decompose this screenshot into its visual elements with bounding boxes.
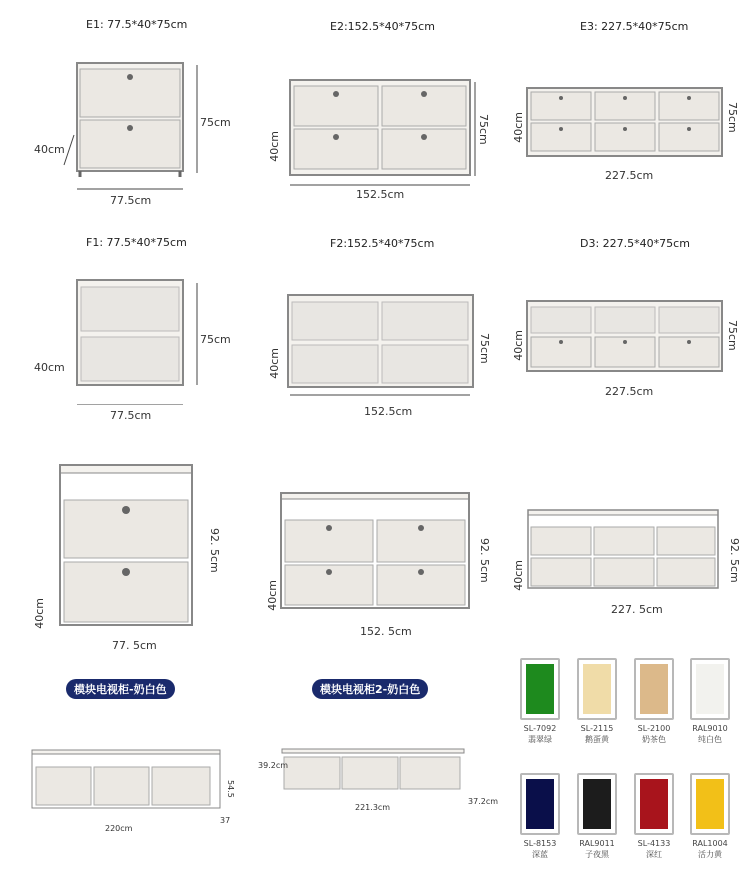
color-swatch-fill <box>640 779 668 829</box>
dim-width-d3: 227.5cm <box>605 385 654 398</box>
dim-height-tall-2: 92. 5cm <box>478 538 491 583</box>
dim-depth-f1: 40cm <box>34 361 65 374</box>
color-code: SL-2115 <box>580 724 614 733</box>
dim-depth-tall-1: 40cm <box>33 598 46 629</box>
cabinet-e3-illustration <box>515 80 730 165</box>
unit-title-e1: E1: 77.5*40*75cm <box>86 18 188 31</box>
color-swatch-label <box>624 838 684 860</box>
dim-width-e1: 77.5cm <box>110 194 152 207</box>
color-name: 深红 <box>646 850 662 859</box>
color-swatch[interactable] <box>577 658 617 720</box>
dim-width-e2: 152.5cm <box>356 188 405 201</box>
dim-width-tall-2: 152. 5cm <box>360 625 412 638</box>
color-code: SL-2100 <box>637 724 671 733</box>
tv-cabinet-2-badge: 模块电视柜2-奶白色 <box>312 679 428 699</box>
dim-height-e1: 75cm <box>200 116 231 129</box>
tv-cabinet-2-illustration <box>280 745 470 800</box>
color-swatch[interactable] <box>690 773 730 835</box>
cabinet-tall-1-illustration <box>40 460 220 640</box>
color-swatch-label <box>680 723 740 745</box>
unit-title-f2: F2:152.5*40*75cm <box>330 237 435 250</box>
color-swatch[interactable] <box>634 658 674 720</box>
cabinet-d3-illustration <box>515 295 730 380</box>
color-swatch-fill <box>696 664 724 714</box>
dim-height-tall-3: 92. 5cm <box>728 538 741 583</box>
color-name: 子夜黑 <box>585 850 609 859</box>
cabinet-tall-3-illustration <box>520 505 725 595</box>
color-code: SL-8153 <box>523 839 557 848</box>
tv-2-depth: 37.2cm <box>468 797 499 806</box>
dim-depth-d3: 40cm <box>512 330 525 361</box>
color-swatch-fill <box>696 779 724 829</box>
color-code: RAL9011 <box>579 839 615 848</box>
tv-2-width: 221.3cm <box>355 803 391 812</box>
dim-width-f2: 152.5cm <box>364 405 413 418</box>
color-swatch-fill <box>640 664 668 714</box>
dim-width-tall-1: 77. 5cm <box>112 639 157 652</box>
dim-height-f2: 75cm <box>478 333 491 364</box>
color-swatch[interactable] <box>634 773 674 835</box>
color-swatch[interactable] <box>520 773 560 835</box>
dim-depth-e1: 40cm <box>34 143 65 156</box>
cabinet-e2-illustration <box>270 70 490 200</box>
dim-height-e3: 75cm <box>726 102 739 133</box>
color-swatch-label <box>624 723 684 745</box>
color-code: RAL1004 <box>692 839 728 848</box>
color-name: 鹅蛋黄 <box>585 735 609 744</box>
unit-title-e3: E3: 227.5*40*75cm <box>580 20 689 33</box>
dim-depth-e3: 40cm <box>512 112 525 143</box>
dim-height-d3: 75cm <box>726 320 739 351</box>
color-name: 奶茶色 <box>642 735 666 744</box>
dim-height-e2: 75cm <box>477 114 490 145</box>
dim-depth-f2: 40cm <box>268 348 281 379</box>
color-swatch-fill <box>526 779 554 829</box>
unit-title-f1: F1: 77.5*40*75cm <box>86 236 187 249</box>
color-swatch-label <box>567 723 627 745</box>
color-swatch-label <box>510 723 570 745</box>
dim-depth-tall-3: 40cm <box>512 560 525 591</box>
dim-height-tall-1: 92. 5cm <box>208 528 221 573</box>
tv-1-depth: 37 <box>220 816 231 825</box>
tv-cabinet-1-badge: 模块电视柜-奶白色 <box>66 679 175 699</box>
tv-2-height: 39.2cm <box>258 761 289 770</box>
color-swatch-label <box>680 838 740 860</box>
color-swatch-fill <box>526 664 554 714</box>
color-swatch[interactable] <box>577 773 617 835</box>
cabinet-tall-2-illustration <box>275 488 475 623</box>
color-code: SL-7092 <box>523 724 557 733</box>
color-name: 翡翠绿 <box>528 735 552 744</box>
unit-title-e2: E2:152.5*40*75cm <box>330 20 435 33</box>
color-swatch-fill <box>583 664 611 714</box>
tv-1-height: 54.5 <box>226 780 235 798</box>
dim-width-f1: 77.5cm <box>110 409 152 422</box>
color-swatch-label <box>567 838 627 860</box>
color-swatch[interactable] <box>520 658 560 720</box>
dim-depth-tall-2: 40cm <box>266 580 279 611</box>
color-swatch-fill <box>583 779 611 829</box>
tv-cabinet-1-illustration <box>30 745 230 820</box>
color-name: 深蓝 <box>532 850 548 859</box>
cabinet-f2-illustration <box>270 290 490 400</box>
tv-1-width: 220cm <box>105 824 133 833</box>
color-swatch-label <box>510 838 570 860</box>
color-name: 纯白色 <box>698 735 722 744</box>
unit-title-d3: D3: 227.5*40*75cm <box>580 237 690 250</box>
color-code: RAL9010 <box>692 724 728 733</box>
dim-width-tall-3: 227. 5cm <box>611 603 663 616</box>
color-code: SL-4133 <box>637 839 671 848</box>
color-swatch[interactable] <box>690 658 730 720</box>
cabinet-e1-illustration <box>30 55 230 205</box>
dim-width-e3: 227.5cm <box>605 169 654 182</box>
dim-height-f1: 75cm <box>200 333 231 346</box>
dim-depth-e2: 40cm <box>268 131 281 162</box>
color-name: 活力黄 <box>698 850 722 859</box>
